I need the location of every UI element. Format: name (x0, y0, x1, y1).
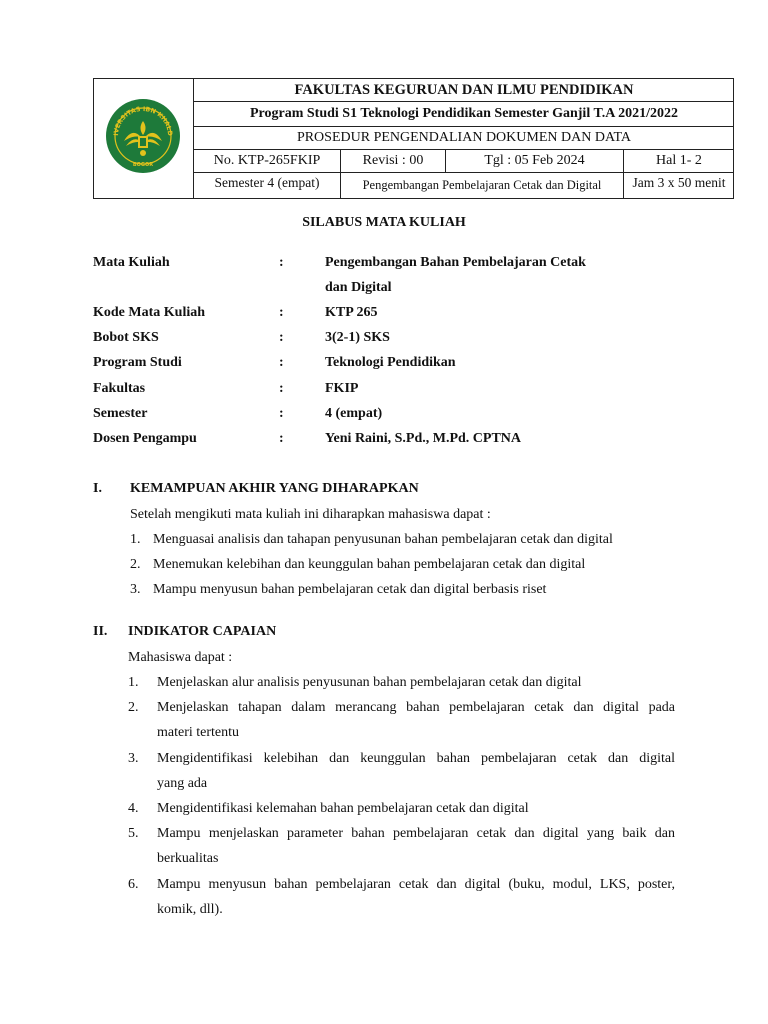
info-value: FKIP (325, 381, 359, 396)
hours-cell: Jam 3 x 50 menit (632, 175, 726, 190)
list-item: Mampu menyusun bahan pembelajaran cetak dan digital (buku, modul, LKS, poster, (157, 877, 675, 892)
list-item-continuation: materi tertentu (157, 725, 240, 740)
list-item-continuation: komik, dll). (157, 902, 223, 917)
info-value: 3(2-1) SKS (325, 330, 390, 345)
course-name-cell: Pengembangan Pembelajaran Cetak dan Digital (362, 177, 602, 192)
list-item: Menjelaskan alur analisis penyusunan bahan pembelajaran cetak dan digital (157, 675, 582, 690)
revision-number: Revisi : 00 (362, 153, 424, 168)
list-number: 1. (128, 675, 139, 690)
list-item: Mampu menjelaskan parameter bahan pembelajaran cetak dan digital yang baik dan (157, 826, 675, 841)
document-header-table (93, 78, 734, 199)
info-label: Dosen Pengampu (93, 431, 197, 446)
info-value: Teknologi Pendidikan (325, 355, 456, 370)
syllabus-title: SILABUS MATA KULIAH (302, 215, 466, 230)
info-label: Kode Mata Kuliah (93, 305, 206, 320)
list-item-continuation: berkualitas (157, 851, 219, 866)
info-colon: : (279, 431, 284, 446)
list-number: 1. (130, 532, 141, 547)
info-label: Semester (93, 406, 148, 421)
list-number: 5. (128, 826, 139, 841)
list-item: Menguasai analisis dan tahapan penyusunan bahan pembelajaran cetak dan digital (153, 532, 613, 547)
page-indicator: Hal 1- 2 (656, 153, 702, 168)
list-number: 3. (128, 751, 139, 766)
info-value: Yeni Raini, S.Pd., M.Pd. CPTNA (325, 431, 522, 446)
procedure-title: PROSEDUR PENGENDALIAN DOKUMEN DAN DATA (296, 130, 632, 145)
list-item: Menemukan kelebihan dan keunggulan bahan pembelajaran cetak dan digital (153, 557, 586, 572)
section-intro: Setelah mengikuti mata kuliah ini diharapkan mahasiswa dapat : (130, 507, 491, 522)
list-item: Mengidentifikasi kelemahan bahan pembelajaran cetak dan digital (157, 801, 529, 816)
info-value: 4 (empat) (325, 406, 383, 421)
list-number: 2. (128, 700, 139, 715)
logo-text-bottom: BOGOR (132, 162, 154, 168)
program-title: Program Studi S1 Teknologi Pendidikan Semester Ganjil T.A 2021/2022 (250, 106, 678, 121)
section-heading: KEMAMPUAN AKHIR YANG DIHARAPKAN (130, 481, 419, 496)
info-label: Fakultas (93, 381, 146, 396)
section-numeral: II. (93, 624, 108, 639)
document-number: No. KTP-265FKIP (213, 153, 321, 168)
university-seal-icon (104, 97, 182, 175)
university-logo (104, 97, 182, 175)
list-number: 3. (130, 582, 141, 597)
info-value: KTP 265 (325, 305, 378, 320)
list-item: Menjelaskan tahapan dalam merancang bahan pembelajaran cetak dan digital pada (157, 700, 675, 715)
faculty-title: FAKULTAS KEGURUAN DAN ILMU PENDIDIKAN (294, 81, 634, 98)
list-item-continuation: yang ada (157, 776, 208, 791)
info-colon: : (279, 406, 284, 421)
info-value: Pengembangan Bahan Pembelajaran Cetak (325, 255, 586, 270)
info-label: Mata Kuliah (93, 255, 170, 270)
list-number: 2. (130, 557, 141, 572)
info-colon: : (279, 330, 284, 345)
info-colon: : (279, 355, 284, 370)
info-colon: : (279, 381, 284, 396)
semester-cell: Semester 4 (empat) (214, 175, 320, 190)
list-item: Mengidentifikasi kelebihan dan keunggulan bahan pembelajaran cetak dan digital (157, 751, 675, 766)
section-numeral: I. (93, 481, 102, 496)
logo-text-top: IVERSITAS IBN KHALD (112, 105, 174, 137)
document-date: Tgl : 05 Feb 2024 (484, 153, 585, 168)
list-number: 6. (128, 877, 139, 892)
info-label: Program Studi (93, 355, 182, 370)
info-colon: : (279, 305, 284, 320)
info-value: dan Digital (325, 280, 392, 295)
section-intro: Mahasiswa dapat : (128, 650, 233, 665)
section-heading: INDIKATOR CAPAIAN (128, 624, 277, 639)
list-item: Mampu menyusun bahan pembelajaran cetak dan digital berbasis riset (153, 582, 547, 597)
list-number: 4. (128, 801, 139, 816)
info-colon: : (279, 255, 284, 270)
info-label: Bobot SKS (93, 330, 159, 345)
